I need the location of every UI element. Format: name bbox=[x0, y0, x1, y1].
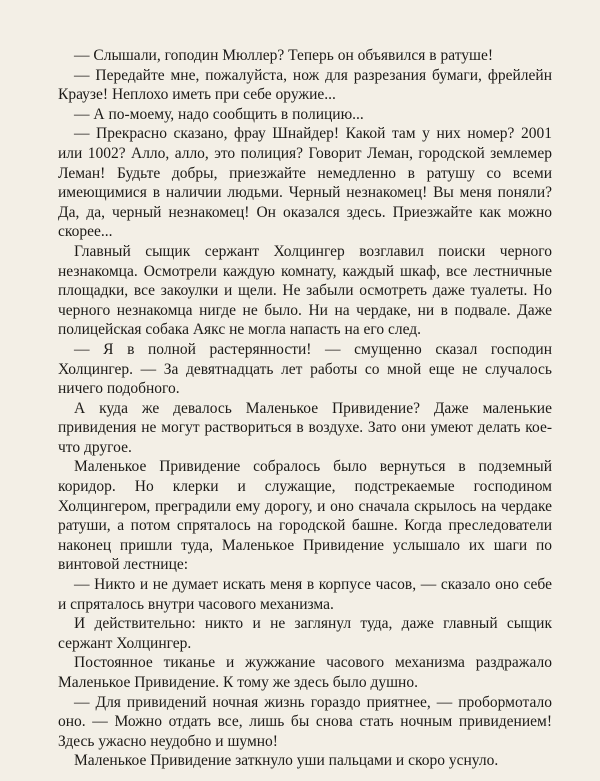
paragraph-7: А куда же девалось Маленькое Привидение? Даже маленькие привидения не могут раствориться в воздухе. Зато они умеют делать кое-что другое. bbox=[58, 399, 552, 456]
paragraph-11: Постоянное тиканье и жужжание часового механизма раздражало Маленькое Привидение. К тому же здесь было душно. bbox=[58, 654, 552, 691]
paragraph-5: Главный сыщик сержант Холцингер возглавил поиски черного незнакомца. Осмотрели каждую комнату, каждый шкаф, все лестничные площадки, все закоулки и щели. Не забыли осмотреть даже туалеты. Но черного незнакомца нигде не было. Ни на чердаке, ни в подвале. Даже полицейская собака Аякс не могла напасть на его след. bbox=[58, 242, 552, 339]
page-text bbox=[58, 46, 552, 771]
paragraph-12: — Для привидений ночная жизнь гораздо приятнее, — пробормотало оно. — Можно отдать все, лишь бы снова стать ночным привидением! Здесь ужасно неудобно и шумно! bbox=[58, 693, 552, 750]
paragraph-10: И действительно: никто и не заглянул туда, даже главный сыщик сержант Холцингер. bbox=[58, 615, 552, 652]
paragraph-6: — Я в полной растерянности! — смущенно сказал господин Холцингер. — За девятнадцать лет работы со мной еще не случалось ничего подобного. bbox=[58, 340, 552, 398]
paragraph-1: — Слышали, гоподин Мюллер? Теперь он объявился в ратуше! bbox=[74, 47, 493, 64]
paragraph-9: — Никто и не думает искать меня в корпусе часов, — сказало оно себе и спряталось внутри часового механизма. bbox=[58, 576, 552, 613]
paragraph-3: — А по-моему, надо сообщить в полицию... bbox=[74, 105, 364, 123]
paragraph-8: Маленькое Привидение собралось было вернуться в подземный коридор. Но клерки и служащие, подстрекаемые господином Холцингером, преградили ему дорогу, и оно сначала скрылось на чердаке ратуши, а потом спряталось на городской башне. Когда преследователи наконец пришли туда, Маленькое Привидение услышало их шаги по винтовой лестнице: bbox=[58, 458, 552, 574]
paragraph-13: Маленькое Привидение заткнуло уши пальцами и скоро уснуло. bbox=[74, 752, 499, 770]
paragraph-4: — Прекрасно сказано, фрау Шнайдер! Какой там у них номер? 2001 или 1002? Алло, алло, это полиция? Говорит Леман, городской землемер Леман! Будьте добры, приезжайте немедленно в ратушу со всеми имеющимися в наличии людьми. Черный незнакомец! Вы меня поняли? Да, да, черный незнакомец! Он оказался здесь. Приезжайте как можно скорее... bbox=[58, 125, 552, 241]
paragraph-2: — Передайте мне, пожалуйста, нож для разрезания бумаги, фрейлейн Краузе! Неплохо иметь при себе оружие... bbox=[58, 66, 552, 104]
